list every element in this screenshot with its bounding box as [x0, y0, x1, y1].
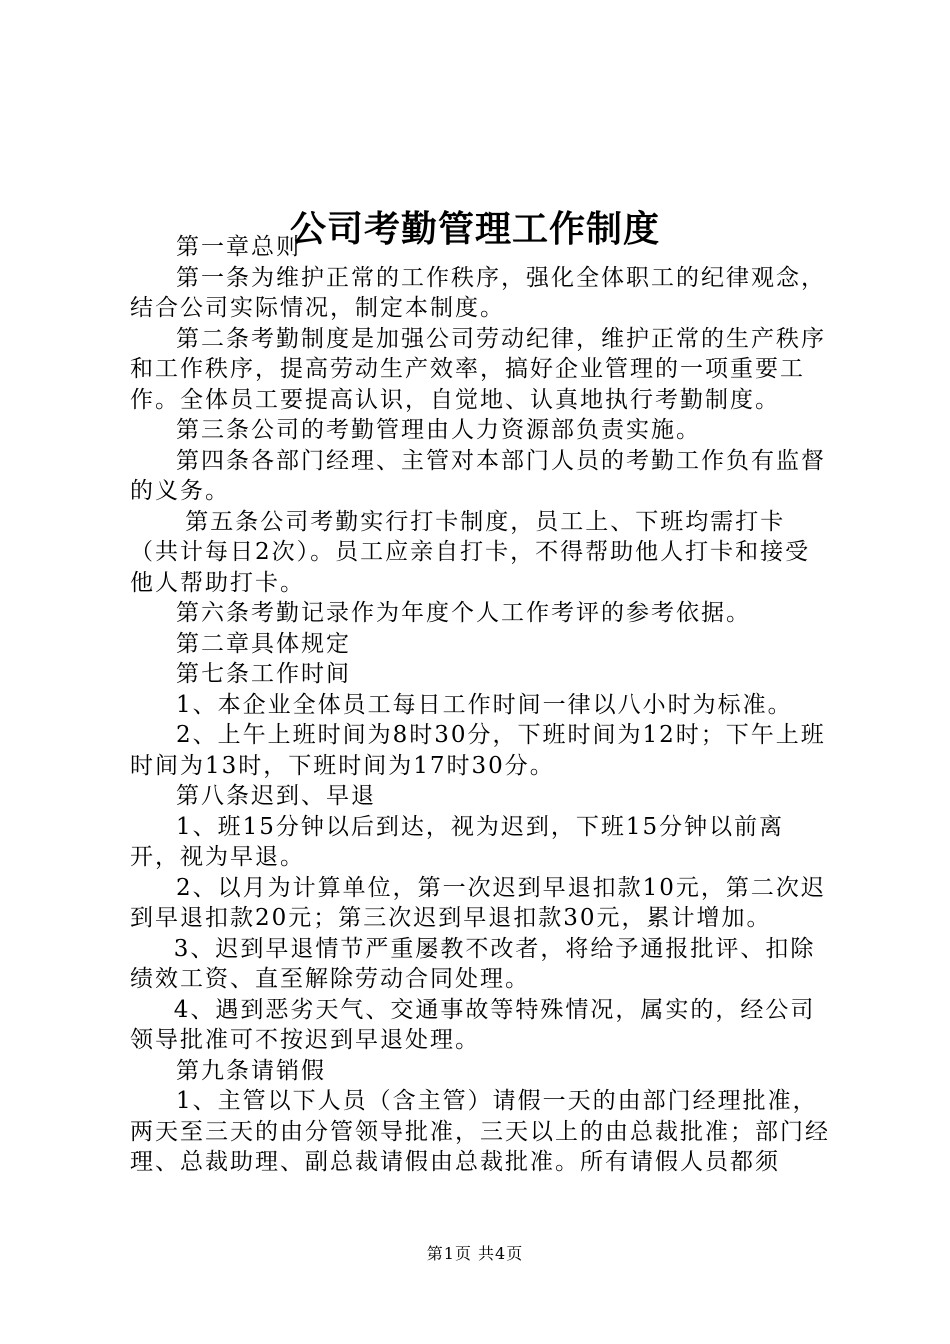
- list-item: 4、遇到恶劣天气、交通事故等特殊情况，属实的，经公司领导批准可不按迟到早退处理。: [130, 996, 816, 1053]
- list-item: 2、上午上班时间为8时30分，下班时间为12时；下午上班时间为13时，下班时间为17时30分。: [130, 722, 826, 779]
- article-paragraph: 第二条考勤制度是加强公司劳动纪律，维护正常的生产秩序和工作秩序，提高劳动生产效率，搞好企业管理的一项重要工作。全体员工要提高认识，自觉地、认真地执行考勤制度。: [130, 325, 826, 413]
- page-footer: 第1页 共4页: [426, 1244, 524, 1263]
- article-paragraph: 第三条公司的考勤管理由人力资源部负责实施。: [176, 417, 701, 443]
- list-item: 1、主管以下人员（含主管）请假一天的由部门经理批准，两天至三天的由分管领导批准，三天以上的由总裁批准；部门经理、总裁助理、副总裁请假由总裁批准。所有请假人员都须: [130, 1088, 830, 1175]
- article-paragraph: 第四条各部门经理、主管对本部门人员的考勤工作负有监督的义务。: [130, 447, 826, 504]
- article-paragraph: 第六条考勤记录作为年度个人工作考评的参考依据。: [176, 600, 751, 626]
- document-title: 公司考勤管理工作制度: [289, 209, 660, 251]
- article-heading: 第九条请销假: [176, 1057, 326, 1084]
- list-item: 1、班15分钟以后到达，视为迟到，下班15分钟以前离开，视为早退。: [130, 813, 785, 870]
- list-item: 2、以月为计算单位，第一次迟到早退扣款10元，第二次迟到早退扣款20元；第三次迟到早退扣款30元，累计增加。: [130, 874, 826, 931]
- list-item: 1、本企业全体员工每日工作时间一律以八小时为标准。: [176, 691, 793, 718]
- chapter-heading: 第一章总则: [176, 234, 301, 260]
- article-paragraph: 第一条为维护正常的工作秩序，强化全体职工的纪律观念，结合公司实际情况，制定本制度。: [130, 264, 826, 321]
- article-heading: 第八条迟到、早退: [176, 783, 376, 809]
- list-item: 3、迟到早退情节严重屡教不改者，将给予通报批评、扣除绩效工资、直至解除劳动合同处理。: [130, 935, 816, 992]
- document-body: [130, 232, 830, 1178]
- chapter-heading: 第二章具体规定: [176, 630, 351, 657]
- article-paragraph: 第五条公司考勤实行打卡制度，员工上、下班均需打卡（共计每日2次）。员工应亲自打卡，不得帮助他人打卡和接受他人帮助打卡。: [130, 508, 811, 596]
- article-heading: 第七条工作时间: [176, 661, 351, 687]
